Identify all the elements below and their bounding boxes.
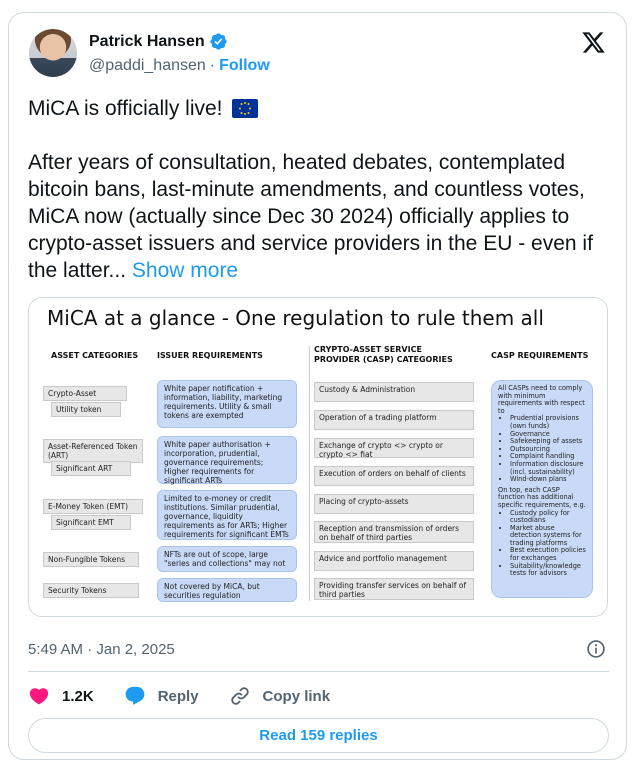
asset-art: Asset-Referenced Token (ART) — [43, 439, 143, 463]
read-replies-button[interactable]: Read 159 replies — [28, 718, 609, 753]
x-logo-icon[interactable] — [581, 30, 606, 55]
casp-requirements-box — [491, 380, 593, 598]
header-issuer-requirements: ISSUER REQUIREMENTS — [157, 351, 263, 360]
asset-emt: E-Money Token (EMT) — [43, 499, 143, 514]
casp-placing: Placing of crypto-assets — [314, 494, 474, 514]
like-count: 1.2K — [62, 687, 94, 705]
issuer-req-emt: Limited to e-money or credit institutions. Similar prudential, governance, liquidity requirements as for ARTs; Higher requirements for significant EMTs — [157, 490, 297, 540]
casp-extra-item: • Custody policy for custodians — [510, 510, 586, 525]
asset-significant-emt: Significant EMT — [51, 515, 131, 530]
casp-transfer: Providing transfer services on behalf of third parties — [314, 578, 474, 600]
casp-extra-list — [498, 510, 586, 578]
header-casp-categories: CRYPTO-ASSET SERVICE PROVIDER (CASP) CATEGORIES — [314, 345, 453, 364]
author-name[interactable]: Patrick Hansen — [89, 32, 205, 50]
tweet-timestamp[interactable]: 5:49 AM · Jan 2, 2025 — [28, 641, 175, 658]
casp-extra-item: • Best execution policies for exchanges — [510, 547, 586, 562]
casp-req-item: • Prudential provisions (own funds) — [510, 415, 586, 430]
tweet-image[interactable] — [28, 297, 608, 617]
casp-reception: Reception and transmission of orders on behalf of third parties — [314, 521, 474, 543]
header-asset-categories: ASSET CATEGORIES — [51, 351, 139, 360]
verified-badge-icon — [209, 32, 228, 51]
casp-advice: Advice and portfolio management — [314, 551, 474, 571]
like-button[interactable] — [28, 685, 94, 707]
tweet-line-1: MiCA is officially live! — [28, 97, 223, 120]
casp-custody: Custody & Administration — [314, 382, 474, 402]
issuer-req-crypto: White paper notification + information, liability, marketing requirements. Utility & small tokens are exempted — [157, 380, 297, 428]
reply-bubble-icon — [124, 685, 146, 707]
author-name-row — [89, 32, 228, 51]
asset-crypto: Crypto-Asset — [43, 386, 127, 401]
casp-extra-item: • Market abuse detection systems for trading platforms — [510, 525, 586, 548]
handle-separator: · — [209, 57, 216, 74]
asset-utility: Utility token — [51, 402, 121, 417]
casp-extra-item: • Suitability/knowledge tests for advisors — [510, 563, 586, 578]
divider — [28, 671, 609, 672]
reply-label: Reply — [157, 687, 199, 705]
issuer-req-art: White paper authorisation + incorporation, prudential, governance requirements; Higher requirements for significant ARTs — [157, 436, 297, 484]
casp-trading-platform: Operation of a trading platform — [314, 410, 474, 430]
follow-button[interactable]: Follow — [219, 57, 270, 74]
casp-req-list — [498, 415, 586, 483]
column-divider — [309, 346, 310, 601]
avatar[interactable] — [29, 29, 77, 77]
casp-req-item: • Outsourcing — [510, 446, 586, 454]
tweet-text — [28, 95, 613, 284]
reply-button[interactable] — [124, 685, 199, 707]
casp-execution: Execution of orders on behalf of clients — [314, 466, 474, 486]
casp-req-item: • Information disclosure (incl. sustainability) — [510, 461, 586, 476]
casp-exchange: Exchange of crypto <> crypto or crypto <> fiat — [314, 438, 474, 458]
info-icon[interactable] — [586, 639, 606, 659]
author-handle[interactable]: @paddi_hansen — [89, 57, 206, 74]
heart-icon — [28, 685, 50, 707]
show-more-link[interactable]: Show more — [131, 259, 239, 282]
asset-nft: Non-Fungible Tokens — [43, 552, 139, 567]
casp-req-item: • Wind-down plans — [510, 476, 586, 484]
author-handle-row — [89, 57, 270, 75]
casp-req-item: • Safekeeping of assets — [510, 438, 586, 446]
issuer-req-nft: NFTs are out of scope, large "series and collections" may not — [157, 546, 297, 572]
casp-req-item: • Governance — [510, 431, 586, 439]
header-casp-requirements: CASP REQUIREMENTS — [491, 351, 589, 360]
action-bar — [28, 685, 330, 707]
asset-security: Security Tokens — [43, 583, 139, 598]
tweet-card — [8, 12, 627, 760]
copy-link-label: Copy link — [262, 687, 331, 705]
link-icon — [229, 685, 251, 707]
copy-link-button[interactable] — [229, 685, 331, 707]
tweet-body: After years of consultation, heated debates, contemplated bitcoin bans, last-minute amendments, and countless votes, MiCA now (actually since Dec 30 2024) officially applies to crypto-asset issuers and service providers in the EU - even if the latter... — [28, 151, 593, 282]
casp-req-item: • Complaint handling — [510, 453, 586, 461]
asset-significant-art: Significant ART — [51, 461, 131, 476]
image-title: MiCA at a glance - One regulation to rule them all — [47, 306, 544, 330]
issuer-req-security: Not covered by MiCA, but securities regulation — [157, 578, 297, 602]
eu-flag-icon — [232, 99, 258, 118]
casp-extra-intro: On top, each CASP function has additional specific requirements, e.g. — [498, 485, 586, 509]
casp-req-intro: All CASPs need to comply with minimum requirements with respect to — [498, 384, 585, 415]
